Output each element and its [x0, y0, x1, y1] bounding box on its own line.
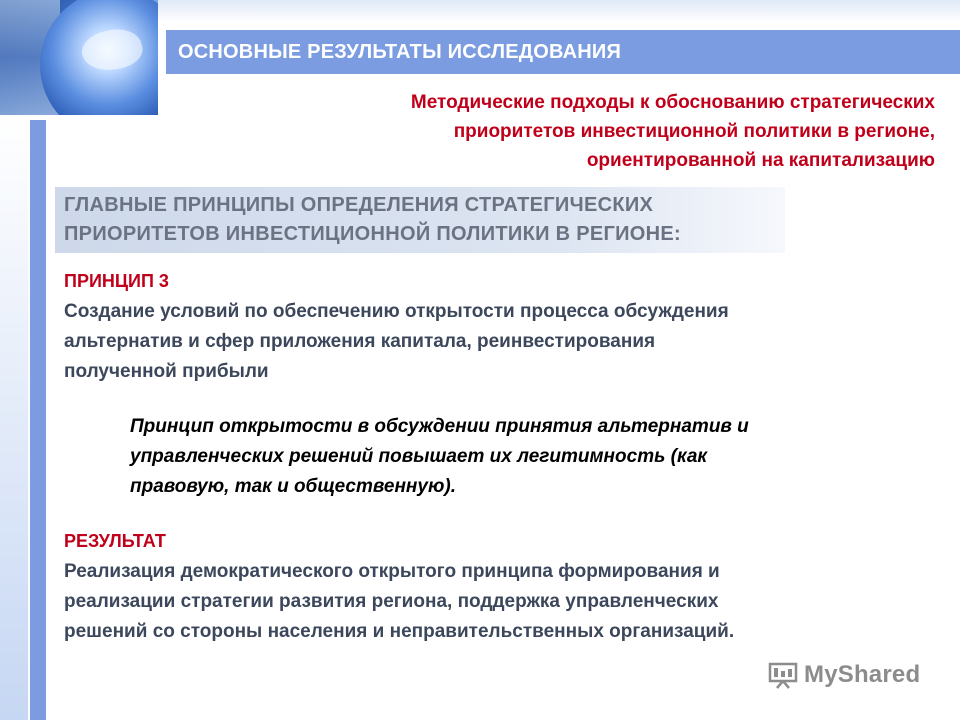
quote-line: Принцип открытости в обсуждении принятия альтернатив и — [130, 416, 749, 437]
principles-heading — [64, 191, 681, 249]
result-line: реализации стратегии развития региона, поддержка управленческих — [64, 591, 719, 612]
principle-label: ПРИНЦИП 3 — [64, 271, 169, 291]
result-description — [64, 557, 924, 647]
subtitle-line: ориентированной на капитализацию — [586, 150, 935, 171]
presentation-board-icon — [768, 661, 798, 689]
page-title: ОСНОВНЫЕ РЕЗУЛЬТАТЫ ИССЛЕДОВАНИЯ — [178, 40, 622, 63]
quote-line: управленческих решений повышает их легитимность (как — [130, 446, 708, 467]
subtitle-line: приоритетов инвестиционной политики в регионе, — [453, 121, 935, 142]
principle-description — [64, 297, 924, 387]
watermark — [768, 660, 920, 690]
decor-globe-image — [0, 0, 158, 115]
left-accent-bar — [30, 120, 46, 720]
quote-line: правовую, так и общественную). — [130, 476, 456, 497]
principles-heading-line: ГЛАВНЫЕ ПРИНЦИПЫ ОПРЕДЕЛЕНИЯ СТРАТЕГИЧЕСКИХ — [64, 194, 654, 216]
principles-heading-box — [55, 187, 785, 253]
principle-quote — [130, 412, 930, 502]
principle-line: полученной прибыли — [64, 361, 269, 382]
result-line: Реализация демократического открытого принципа формирования и — [64, 561, 720, 582]
result-line: решений со стороны населения и неправительственных организаций. — [64, 621, 735, 642]
subtitle-line: Методические подходы к обоснованию стратегических — [410, 92, 935, 113]
subtitle — [235, 88, 935, 175]
header-bar — [166, 30, 960, 74]
principle-line: альтернатив и сфер приложения капитала, реинвестирования — [64, 331, 656, 352]
principles-heading-line: ПРИОРИТЕТОВ ИНВЕСТИЦИОННОЙ ПОЛИТИКИ В РЕГИОНЕ: — [64, 223, 682, 245]
result-label: РЕЗУЛЬТАТ — [64, 531, 166, 551]
left-decor-gradient — [0, 115, 28, 720]
principle-line: Создание условий по обеспечению открытости процесса обсуждения — [64, 301, 729, 322]
top-gradient-band — [158, 0, 960, 22]
watermark-text: MyShared — [804, 661, 921, 688]
